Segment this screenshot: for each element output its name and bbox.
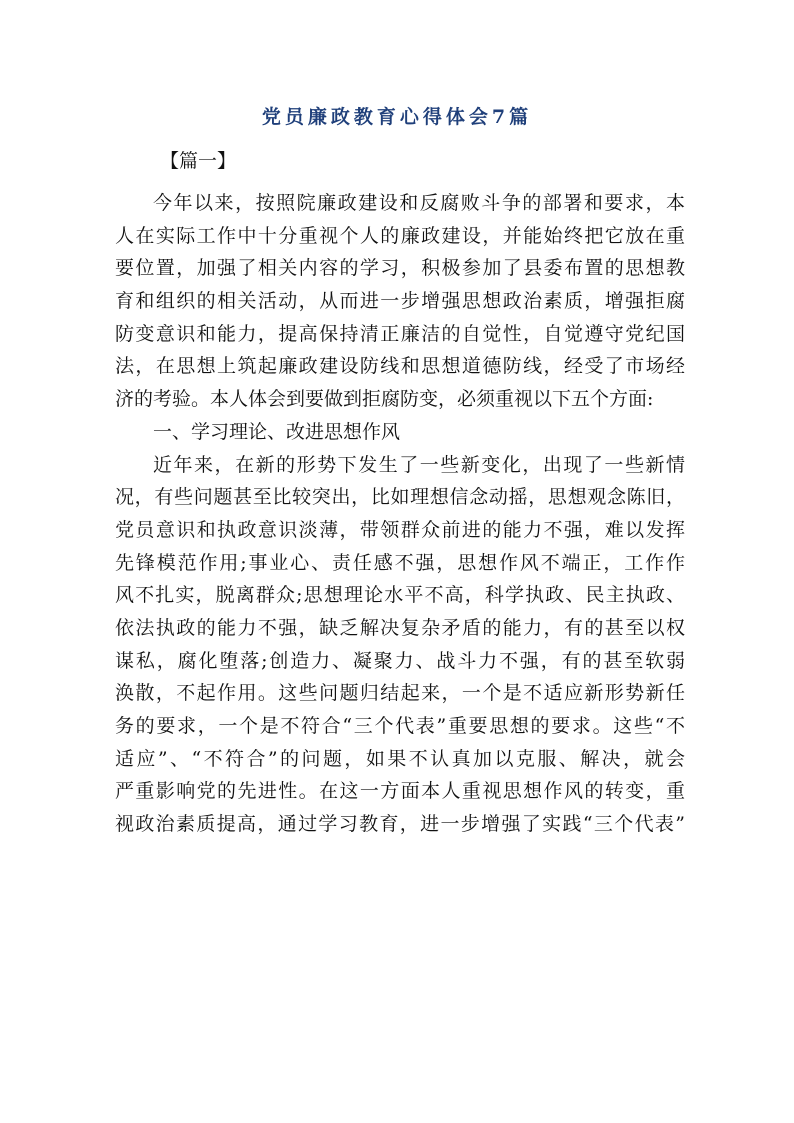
paragraph-line: 要位置，加强了相关内容的学习，积极参加了县委布置的思想教 <box>115 257 685 280</box>
document-title: 党员廉政教育心得体会7篇 <box>261 106 533 128</box>
paragraph-line: 依法执政的能力不强，缺乏解决复杂矛盾的能力，有的甚至以权 <box>115 616 685 639</box>
subsection-heading: 一、学习理论、改进思想作风 <box>153 420 401 443</box>
paragraph-line: 况，有些问题甚至比较突出，比如理想信念动摇，思想观念陈旧， <box>115 486 685 509</box>
paragraph-line: 务的要求，一个是不符合“三个代表”重要思想的要求。这些“不 <box>115 715 685 737</box>
paragraph-line: 严重影响党的先进性。在这一方面本人重视思想作风的转变，重 <box>115 780 685 803</box>
paragraph-line: 人在实际工作中十分重视个人的廉政建设，并能始终把它放在重 <box>115 224 685 247</box>
paragraph-line: 涣散，不起作用。这些问题归结起来，一个是不适应新形势新任 <box>115 682 685 705</box>
paragraph-line: 谋私，腐化堕落;创造力、凝聚力、战斗力不强，有的甚至软弱 <box>115 649 685 672</box>
paragraph-line: 风不扎实，脱离群众;思想理论水平不高，科学执政、民主执政、 <box>115 584 685 607</box>
document-body <box>115 187 685 841</box>
paragraph-line: 近年来，在新的形势下发生了一些新变化，出现了一些新情 <box>153 453 685 476</box>
paragraph-line: 党员意识和执政意识淡薄，带领群众前进的能力不强，难以发挥 <box>115 518 685 541</box>
section-heading: 【篇一】 <box>160 150 237 172</box>
paragraph-line: 济的考验。本人体会到要做到拒腐防变，必须重视以下五个方面: <box>115 388 654 411</box>
paragraph-line: 先锋模范作用;事业心、责任感不强，思想作风不端正，工作作 <box>115 551 685 574</box>
paragraph-line: 适应”、“不符合”的问题，如果不认真加以克服、解决，就会 <box>115 747 685 770</box>
paragraph-line: 育和组织的相关活动，从而进一步增强思想政治素质，增强拒腐 <box>115 290 685 313</box>
paragraph-line: 今年以来，按照院廉政建设和反腐败斗争的部署和要求，本 <box>153 192 685 214</box>
paragraph-line: 视政治素质提高，通过学习教育，进一步增强了实践“三个代表” <box>115 813 685 836</box>
paragraph-line: 法，在思想上筑起廉政建设防线和思想道德防线，经受了市场经 <box>115 355 685 378</box>
paragraph-line: 防变意识和能力，提高保持清正廉洁的自觉性，自觉遵守党纪国 <box>115 322 685 345</box>
